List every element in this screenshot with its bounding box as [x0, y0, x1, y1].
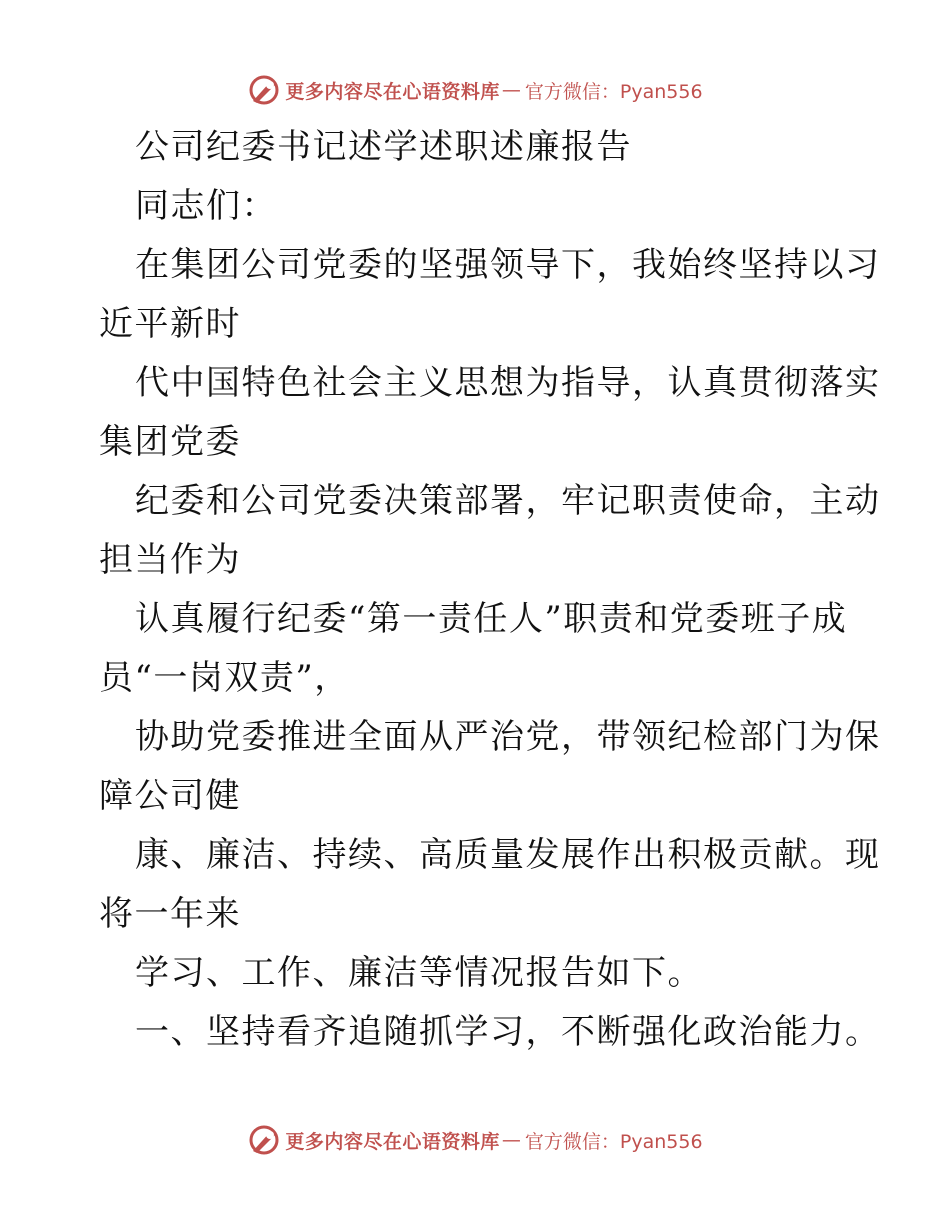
- body-line: 康、廉洁、持续、高质量发展作出积极贡献。现: [135, 835, 881, 875]
- watermark-dash: —: [501, 79, 521, 101]
- salutation: 同志们：: [135, 186, 277, 226]
- watermark-brand: 更多内容尽在心语资料库: [285, 80, 500, 103]
- body-line-wrap: 员“一岗双责”，: [99, 658, 350, 698]
- watermark-contact: 官方微信：Pyan556: [524, 80, 703, 103]
- body-line-wrap: 将一年来: [99, 894, 241, 934]
- watermark-footer: [0, 1120, 950, 1160]
- body-line: 纪委和公司党委决策部署，牢记职责使命，主动: [135, 481, 881, 521]
- body-line-wrap: 近平新时: [99, 304, 241, 344]
- document-body: [99, 118, 881, 1062]
- section-heading: 一、坚持看齐追随抓学习，不断强化政治能力。: [135, 1012, 881, 1052]
- watermark-dash: —: [501, 1129, 521, 1151]
- body-line: 协助党委推进全面从严治党，带领纪检部门为保: [135, 717, 881, 757]
- watermark-header: [0, 70, 950, 110]
- body-line-wrap: 障公司健: [99, 776, 241, 816]
- body-line: 认真履行纪委“第一责任人”职责和党委班子成: [135, 599, 848, 639]
- body-line-wrap: 担当作为: [99, 540, 241, 580]
- body-line-wrap: 集团党委: [99, 422, 241, 462]
- quill-logo-icon: [247, 1123, 281, 1157]
- document-title: 公司纪委书记述学述职述廉报告: [135, 127, 632, 167]
- body-line: 在集团公司党委的坚强领导下，我始终坚持以习: [135, 245, 881, 285]
- quill-logo-icon: [247, 73, 281, 107]
- closing-line: 学习、工作、廉洁等情况报告如下。: [135, 953, 703, 993]
- watermark-contact: 官方微信：Pyan556: [524, 1130, 703, 1153]
- watermark-brand: 更多内容尽在心语资料库: [285, 1130, 500, 1153]
- body-line: 代中国特色社会主义思想为指导，认真贯彻落实: [135, 363, 881, 403]
